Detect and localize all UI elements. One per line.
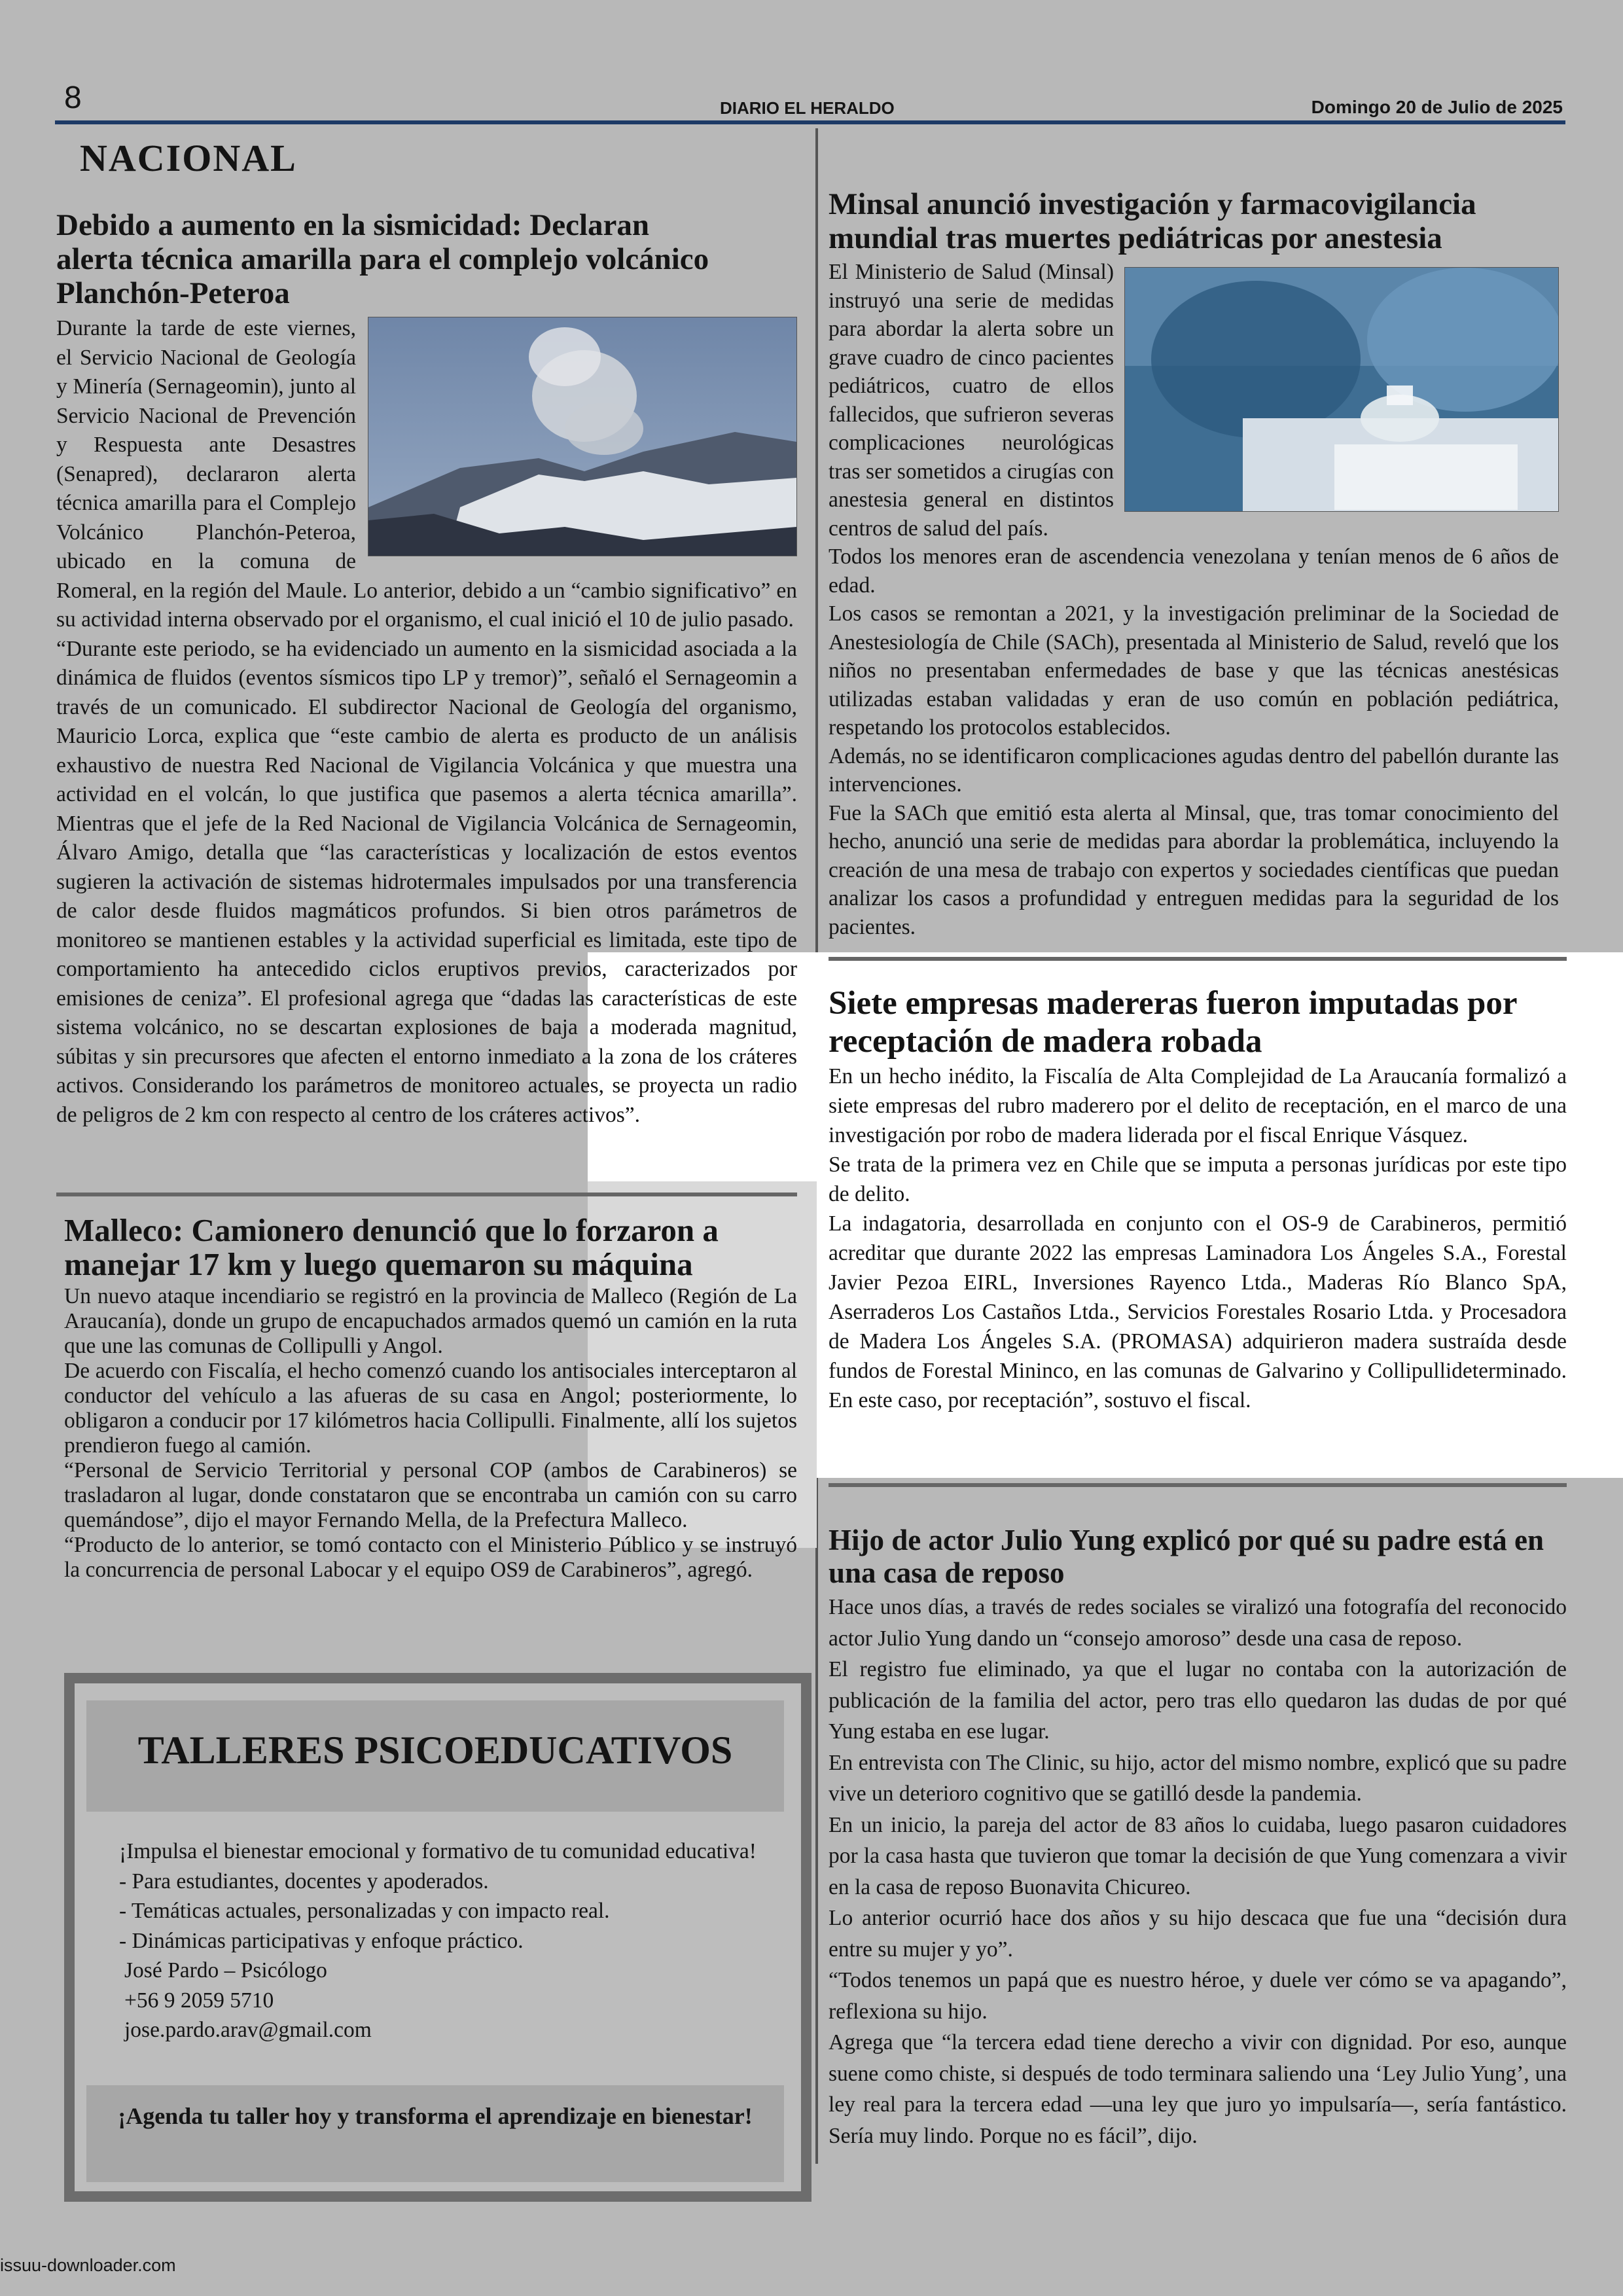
ad-intro: ¡Impulsa el bienestar emocional y formativo de tu comunidad educativa! (119, 1839, 757, 1863)
article-headline: Debido a aumento en la sismicidad: Declaran alerta técnica amarilla para el complejo volcánico Planchón-Peteroa (56, 208, 709, 310)
paragraph: En un hecho inédito, la Fiscalía de Alta Complejidad de La Araucanía formalizó a siete empresas del rubro maderero por el delito de receptación, en el marco de una investigación por robo de madera liderada por el fiscal Enrique Vásquez. (829, 1064, 1567, 1147)
paragraph: La indagatoria, desarrollada en conjunto con el OS-9 de Carabineros, permitió acreditar que durante 2022 las empresas Laminadora Los Ángeles S.A., Forestal Javier Pezoa EIRL, Inversiones Rayenco Ltda., Maderas Río Blanco SpA, Aserraderos Los Castaños Ltda., Servicios Forestales Rosario Ltda. y Procesadora de Madera Los Ángeles S.A. (PROMASA) adquirieron madera sustraída desde fundos de Forestal Mininco, en las comunas de Galvarino y Collipullideterminado. En este caso, por receptación”, sostuvo el fiscal. (829, 1211, 1567, 1412)
paragraph: “Producto de lo anterior, se tomó contacto con el Ministerio Público y se instruyó la concurrencia de personal Labocar y el equipo OS9 de Carabineros”, agregó. (64, 1533, 797, 1582)
article-volcano (56, 208, 797, 1130)
ad-bullet: - Temáticas actuales, personalizadas y con impacto real. (119, 1899, 610, 1923)
paragraph: Un nuevo ataque incendiario se registró en la provincia de Malleco (Región de La Araucanía), donde un grupo de encapuchados armados quemó un camión en la ruta que une las comunas de Collipulli y Angol. (64, 1284, 797, 1358)
ad-cta: ¡Agenda tu taller hoy y transforma el aprendizaje en bienestar! (118, 2103, 753, 2129)
newspaper-name: DIARIO EL HERALDO (720, 98, 895, 118)
paragraph: Todos los menores eran de ascendencia venezolana y tenían menos de 6 años de edad. (829, 545, 1559, 598)
surgery-photo (1124, 267, 1559, 512)
article-headline: Minsal anunció investigación y farmacovigilancia mundial tras muertes pediátricas por anestesia (829, 187, 1476, 255)
article-separator (829, 1483, 1567, 1487)
source-watermark: issuu-downloader.com (0, 2255, 176, 2275)
paragraph: Durante la tarde de este viernes, el Servicio Nacional de Geología y Minería (Sernageomin), junto al Servicio Nacional de Prevención y Respuesta ante Desastres (Senapred), declararon alerta técnica amarilla para el Complejo Volcánico Planchón-Peteroa, ubicado en la comuna de Romeral, en la región del Maule. Lo anterior, debido a un “cambio significativo” en su actividad interna observado por el organismo, el cual inició el 10 de julio pasado. (56, 316, 797, 632)
paragraph: Agrega que “la tercera edad tiene derecho a vivir con dignidad. Por eso, aunque suene como chiste, si después de todo terminara saliendo una ‘Ley Julio Yung’, una ley real para la tercera edad —una ley que juro yo impulsaría—, sería fantástico. Sería muy lindo. Porque no es fácil”, dijo. (829, 2030, 1567, 2148)
paragraph: El registro fue eliminado, ya que el lugar no contaba con la autorización de publicación de la familia del actor, pero tras ello quedaron las dudas de por qué Yung estaba en ese lugar. (829, 1657, 1567, 1744)
article-separator (829, 957, 1567, 961)
paragraph: Los casos se remontan a 2021, y la investigación preliminar de la Sociedad de Anestesiología de Chile (SACh), presentada al Ministerio de Salud, reveló que los niños no presentaban enfermedades de base y que las técnicas anestésicas utilizadas estaban validadas y eran de uso común en población pediátrica, respetando los protocolos establecidos. (829, 601, 1559, 740)
article-headline: Malleco: Camionero denunció que lo forzaron a manejar 17 km y luego quemaron su máquina (64, 1212, 719, 1282)
article-malleco (64, 1213, 797, 1583)
paragraph: Hace unos días, a través de redes sociales se viralizó una fotografía del reconocido actor Julio Yung dando un “consejo amoroso” desde una casa de reposo. (829, 1595, 1567, 1651)
paragraph: Se trata de la primera vez en Chile que se imputa a personas jurídicas por este tipo de delito. (829, 1153, 1567, 1206)
ad-contact-name: José Pardo – Psicólogo (124, 1958, 327, 1982)
ad-contact-phone: +56 9 2059 5710 (124, 1988, 274, 2013)
ad-contact-email: jose.pardo.arav@gmail.com (124, 2018, 372, 2042)
paragraph: Además, no se identificaron complicaciones agudas dentro del pabellón durante las intervenciones. (829, 744, 1559, 797)
paragraph: En entrevista con The Clinic, su hijo, actor del mismo nombre, explicó que su padre vive un deterioro cognitivo que se gatilló desde la pandemia. (829, 1750, 1567, 1806)
section-title: NACIONAL (80, 137, 297, 179)
ad-body (119, 1837, 781, 2045)
page-number: 8 (64, 81, 82, 115)
article-minsal (829, 187, 1559, 941)
issue-date: Domingo 20 de Julio de 2025 (1311, 97, 1563, 117)
paragraph: El Ministerio de Salud (Minsal) instruyó una serie de medidas para abordar la alerta sobre un grave cuadro de cinco pacientes pediátricos, cuatro de ellos fallecidos, que sufrieron severas complicaciones neurológicas tras ser sometidos a cirugías con anestesia general en distintos centros de salud del país. (829, 260, 1114, 541)
volcano-photo (368, 317, 797, 556)
ad-bullet: - Para estudiantes, docentes y apoderados. (119, 1869, 489, 1893)
article-headline: Hijo de actor Julio Yung explicó por qué su padre está en una casa de reposo (829, 1524, 1544, 1589)
ad-bullet: - Dinámicas participativas y enfoque práctico. (119, 1928, 524, 1953)
ad-cta-box (86, 2085, 784, 2182)
surgery-image (1125, 268, 1558, 511)
article-yung (829, 1524, 1567, 2151)
ad-title: TALLERES PSICOEDUCATIVOS (137, 1729, 733, 1772)
header-rule (55, 120, 1565, 124)
paragraph: En un inicio, la pareja del actor de 83 años lo cuidaba, luego pasaron cuidadores por la casa hasta que tuvieron que tomar la decisión de que Yung comenzara a vivir en la casa de reposo Buonavita Chicureo. (829, 1812, 1567, 1899)
paragraph: De acuerdo con Fiscalía, el hecho comenzó cuando los antisociales interceptaron al conductor del vehículo a las afueras de su casa en Angol; posteriormente, lo obligaron a conducir por 17 kilómetros hacia Collipulli. Finalmente, allí los sujetos prendieron fuego al camión. (64, 1359, 797, 1458)
paragraph: Lo anterior ocurrió hace dos años y su hijo descaca que fue una “decisión dura entre su mujer y yo”. (829, 1906, 1567, 1962)
article-madereras (829, 984, 1567, 1415)
paragraph: “Durante este periodo, se ha evidenciado un aumento en la sismicidad asociada a la dinámica de fluidos (eventos sísmicos tipo LP y tremor)”, señaló el Sernageomin a través de un comunicado. El subdirector Nacional de Geología del organismo, Mauricio Lorca, explica que “este cambio de alerta es producto de un análisis exhaustivo de nuestra Red Nacional de Vigilancia Volcánica y que muestra una actividad en el volcán, lo que justifica que pasemos a alerta técnica amarilla”. Mientras que el jefe de la Red Nacional de Vigilancia Volcánica de Sernageomin, Álvaro Amigo, detalla que “las características y localización de estos eventos sugieren la activación de sistemas hidrotermales impulsados por una transferencia de calor desde fluidos magmáticos profundos. Si bien otros parámetros de monitoreo se mantienen estables y la actividad superficial es limitada, este tipo de comportamiento ha antecedido ciclos eruptivos previos, caracterizados por emisiones de ceniza”. El profesional agrega que “dadas las características de este sistema volcánico, no se descartan explosiones de baja a moderada magnitud, súbitas y sin precursores que afecten el entorno inmediato a la zona de los cráteres activos. Considerando los parámetros de monitoreo actuales, se proyecta un radio de peligros de 2 km con respecto al centro de los cráteres activos”. (56, 636, 797, 1127)
paragraph: “Todos tenemos un papá que es nuestro héroe, y duele ver cómo se va apagando”, reflexiona su hijo. (829, 1968, 1567, 2024)
article-separator (56, 1193, 797, 1196)
article-headline: Siete empresas madereras fueron imputadas por receptación de madera robada (829, 985, 1517, 1060)
volcano-image (368, 317, 796, 556)
paragraph: “Personal de Servicio Territorial y personal COP (ambos de Carabineros) se trasladaron al lugar, donde constataron que se encontraba un camión con su carro quemándose”, dijo el mayor Fernando Mella, de la Prefectura Malleco. (64, 1458, 797, 1532)
paragraph: Fue la SACh que emitió esta alerta al Minsal, que, tras tomar conocimiento del hecho, anunció una serie de medidas para abordar la problemática, incluyendo la creación de una mesa de trabajo con expertos y sociedades científicas que puedan analizar los casos a profundidad y entreguen medidas para la seguridad de los pacientes. (829, 800, 1559, 939)
